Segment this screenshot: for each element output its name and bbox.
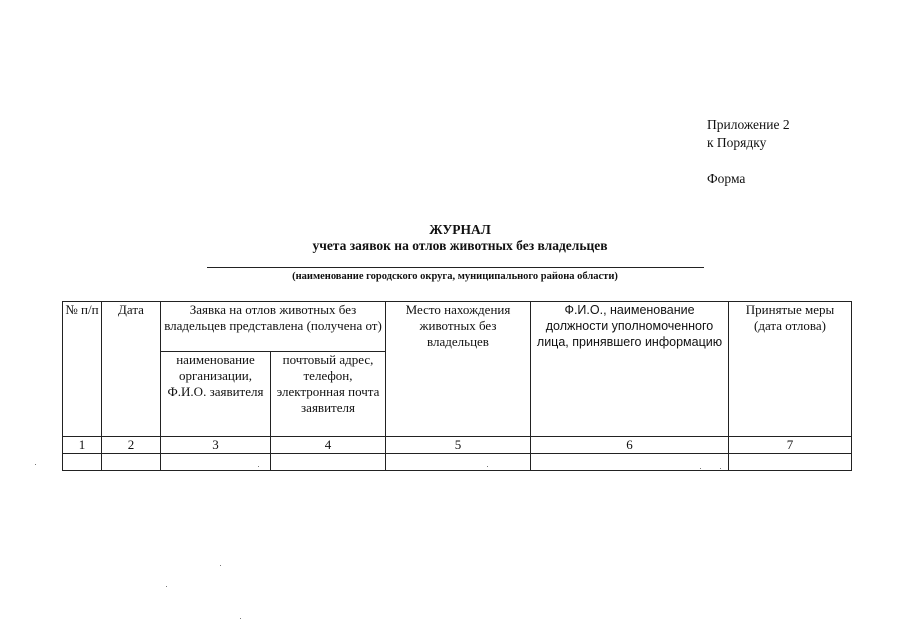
appendix-reference: к Порядку (707, 135, 767, 150)
empty-entry-row (63, 454, 852, 471)
column-number: 6 (531, 437, 729, 454)
column-number: 7 (729, 437, 852, 454)
header-number: № п/п (63, 302, 102, 437)
empty-cell (102, 454, 161, 471)
scan-speck (487, 466, 488, 467)
scan-speck (166, 586, 167, 587)
scan-speck (258, 466, 259, 467)
column-number-row (63, 437, 852, 454)
column-number: 3 (161, 437, 271, 454)
header-row (63, 302, 852, 352)
empty-cell (729, 454, 852, 471)
header-date: Дата (102, 302, 161, 437)
journal-title: ЖУРНАЛ (429, 222, 491, 237)
form-label: Форма (707, 171, 746, 186)
column-number: 4 (271, 437, 386, 454)
header-request-group: Заявка на отлов животных без владельцев представлена (получена от) (161, 302, 386, 352)
appendix-block (707, 116, 790, 188)
appendix-number: Приложение 2 (707, 117, 790, 132)
header-organization: наименование организации, Ф.И.О. заявителя (161, 352, 271, 437)
empty-cell (386, 454, 531, 471)
scan-speck (240, 618, 241, 619)
scan-speck (720, 468, 721, 469)
scan-speck (220, 565, 221, 566)
scan-speck (700, 468, 701, 469)
fill-in-caption: (наименование городского округа, муниципального района области) (292, 271, 618, 282)
fill-in-line (207, 267, 704, 268)
journal-table (62, 301, 852, 471)
column-number: 1 (63, 437, 102, 454)
empty-cell (271, 454, 386, 471)
empty-cell (161, 454, 271, 471)
header-official: Ф.И.О., наименование должности уполномоченного лица, принявшего информацию (531, 302, 729, 437)
journal-subtitle: учета заявок на отлов животных без владельцев (312, 238, 608, 253)
empty-cell (63, 454, 102, 471)
header-measures: Принятые меры (дата отлова) (729, 302, 852, 437)
header-location: Место нахождения животных без владельцев (386, 302, 531, 437)
scan-speck (35, 464, 36, 465)
empty-cell (531, 454, 729, 471)
header-contacts: почтовый адрес, телефон, электронная почта заявителя (271, 352, 386, 437)
column-number: 5 (386, 437, 531, 454)
column-number: 2 (102, 437, 161, 454)
